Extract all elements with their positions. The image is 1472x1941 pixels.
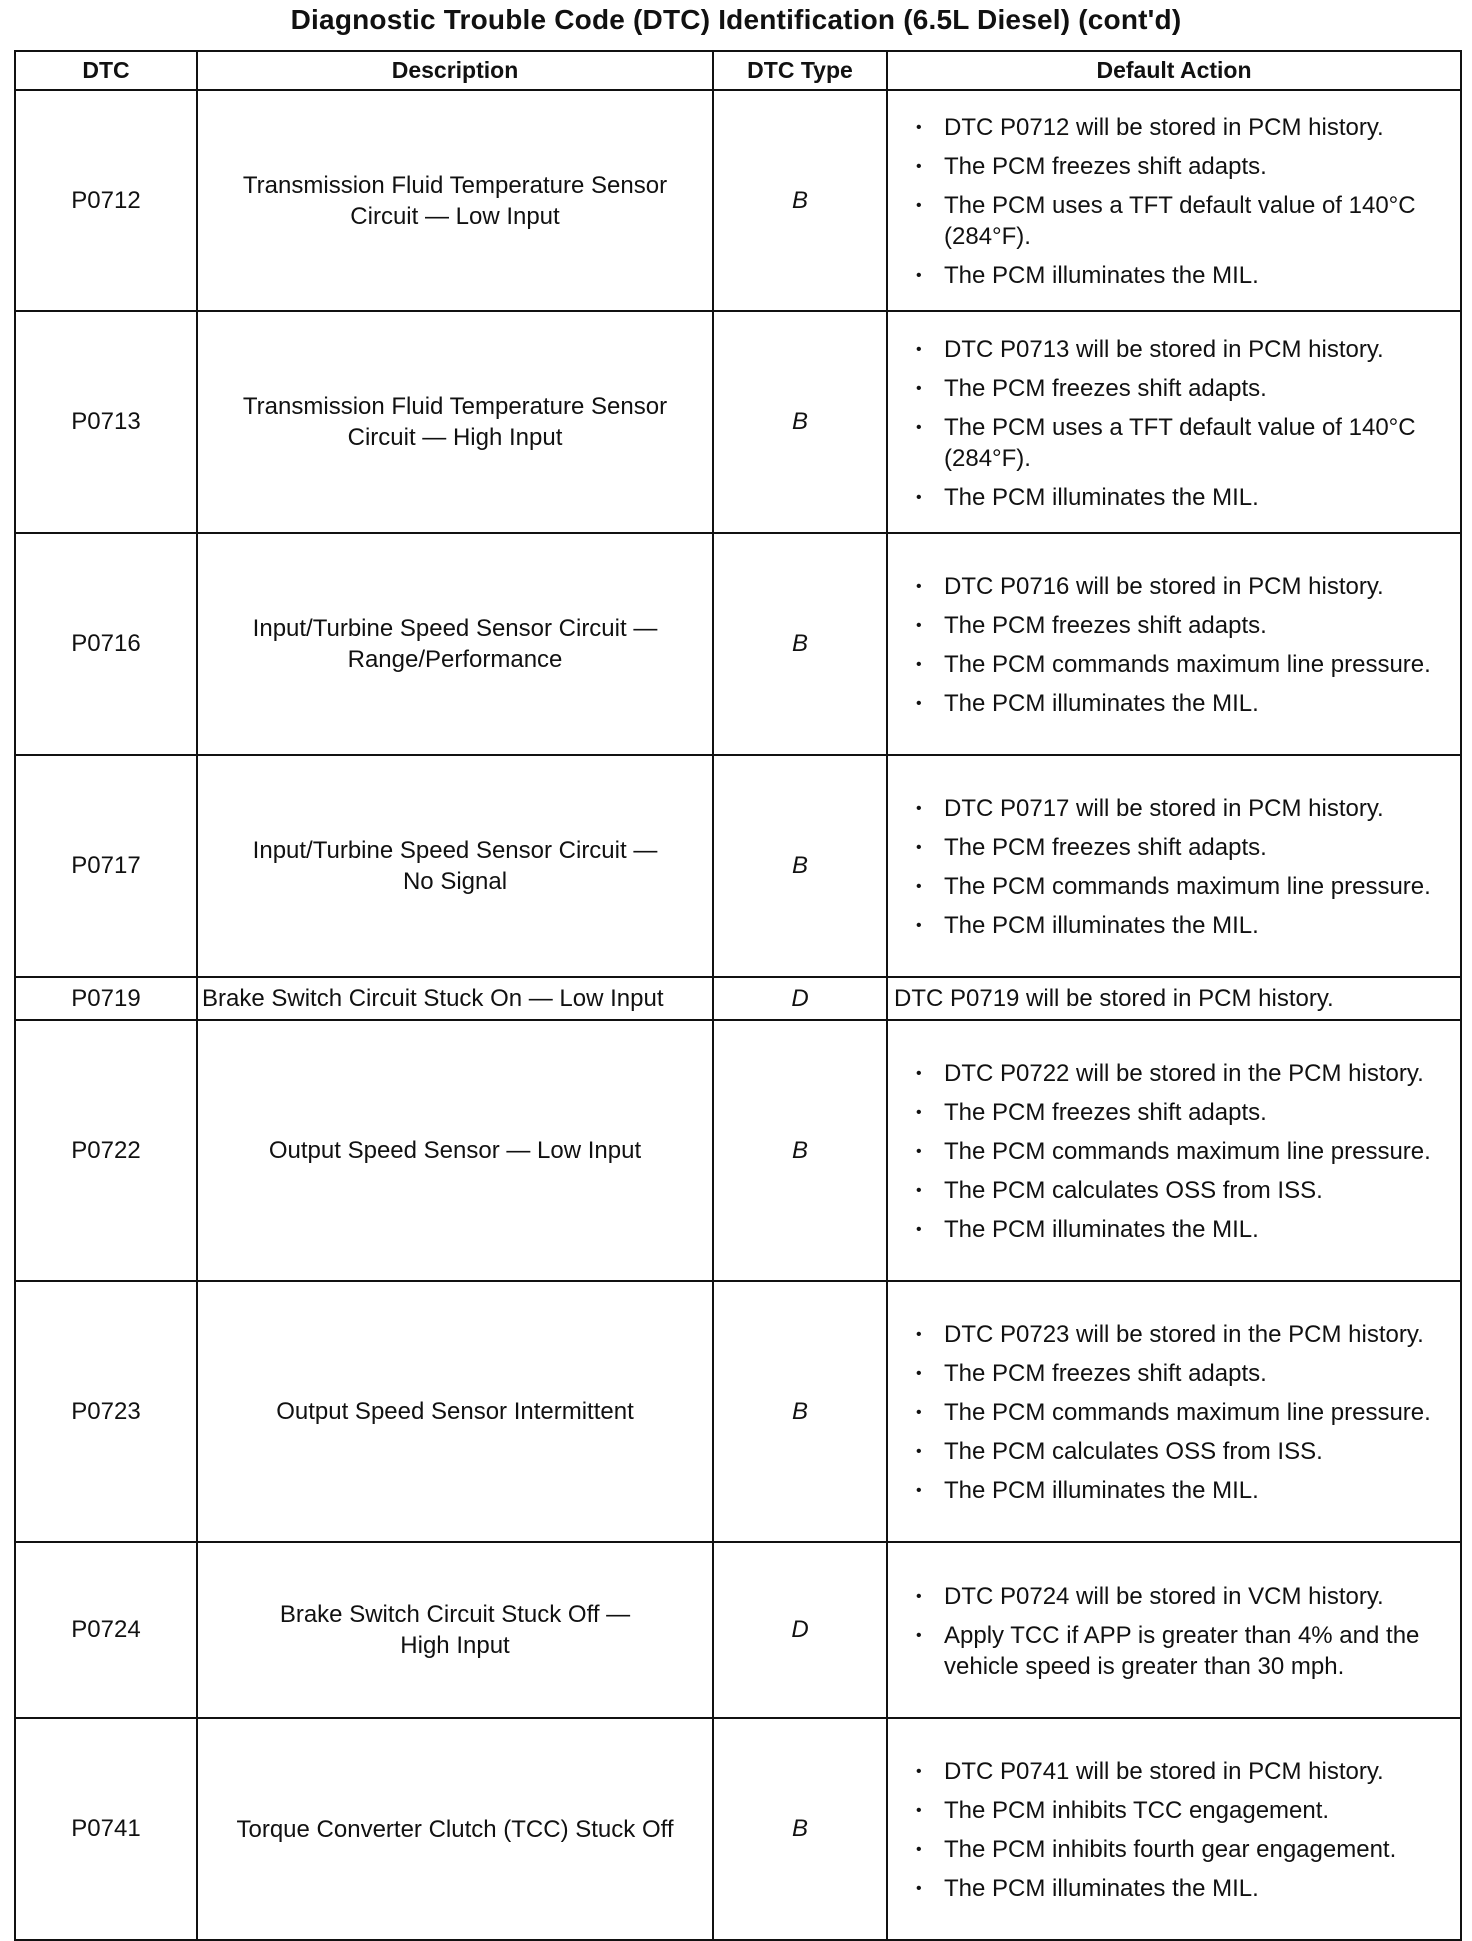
action-list (888, 571, 1460, 719)
column-header-default-action: Default Action (887, 51, 1461, 90)
default-action (887, 1281, 1461, 1542)
column-header-description: Description (197, 51, 713, 90)
action-item: • The PCM illuminates the MIL. (888, 688, 1460, 719)
dtc-code: P0722 (15, 1020, 197, 1281)
dtc-code: P0712 (15, 90, 197, 311)
action-item: • The PCM illuminates the MIL. (888, 910, 1460, 941)
description-line: Brake Switch Circuit Stuck On — Low Input (202, 985, 664, 1012)
dtc-type: B (713, 755, 887, 977)
description-line: High Input (400, 1632, 510, 1659)
description-line: Transmission Fluid Temperature Sensor (242, 393, 668, 420)
description-line: Output Speed Sensor Intermittent (276, 1398, 634, 1425)
action-list (888, 793, 1460, 941)
action-item: • The PCM freezes shift adapts. (888, 151, 1460, 182)
action-item: • The PCM calculates OSS from ISS. (888, 1175, 1460, 1206)
default-action: DTC P0719 will be stored in PCM history. (887, 977, 1461, 1020)
dtc-code: P0719 (15, 977, 197, 1020)
action-item: • The PCM illuminates the MIL. (888, 260, 1460, 291)
action-list (888, 334, 1460, 513)
description-line: No Signal (402, 868, 508, 895)
description-line: Torque Converter Clutch (TCC) Stuck Off (236, 1815, 674, 1843)
action-item: • The PCM illuminates the MIL. (888, 1873, 1460, 1904)
table-row (15, 1718, 1461, 1940)
dtc-table (14, 50, 1462, 1941)
default-action (887, 533, 1461, 755)
dtc-type: D (713, 1542, 887, 1718)
dtc-type: B (713, 533, 887, 755)
default-action (887, 1542, 1461, 1718)
dtc-description (197, 311, 713, 533)
dtc-code: P0723 (15, 1281, 197, 1542)
action-item: • The PCM illuminates the MIL. (888, 482, 1460, 513)
dtc-type: D (713, 977, 887, 1020)
default-action (887, 311, 1461, 533)
dtc-description (197, 1281, 713, 1542)
action-item: • DTC P0723 will be stored in the PCM history. (888, 1319, 1460, 1350)
dtc-description (197, 90, 713, 311)
table-row (15, 1020, 1461, 1281)
table-row (15, 977, 1461, 1020)
action-item: • The PCM inhibits TCC engagement. (888, 1795, 1460, 1826)
action-item: • The PCM calculates OSS from ISS. (888, 1436, 1460, 1467)
dtc-code: P0716 (15, 533, 197, 755)
description-line: Input/Turbine Speed Sensor Circuit — (252, 837, 658, 864)
dtc-type: B (713, 90, 887, 311)
action-item: • The PCM uses a TFT default value of 140°C (284°F). (888, 412, 1460, 474)
action-item: • The PCM freezes shift adapts. (888, 1097, 1460, 1128)
description-line: Output Speed Sensor — Low Input (268, 1137, 642, 1164)
dtc-description (197, 1542, 713, 1718)
description-line: Circuit — Low Input (350, 202, 560, 230)
description-line: Circuit — High Input (347, 424, 563, 451)
dtc-description (197, 533, 713, 755)
table-row (15, 533, 1461, 755)
action-item: • DTC P0712 will be stored in PCM history. (888, 112, 1460, 143)
action-item: • DTC P0717 will be stored in PCM history. (888, 793, 1460, 824)
default-action (887, 90, 1461, 311)
dtc-description (197, 977, 713, 1020)
default-action (887, 1718, 1461, 1940)
table-row (15, 311, 1461, 533)
dtc-code: P0713 (15, 311, 197, 533)
action-list (888, 112, 1460, 291)
action-item: • Apply TCC if APP is greater than 4% and the vehicle speed is greater than 30 mph. (888, 1620, 1460, 1682)
action-list (888, 1581, 1460, 1682)
action-item: • DTC P0713 will be stored in PCM history. (888, 334, 1460, 365)
dtc-code: P0717 (15, 755, 197, 977)
default-action (887, 755, 1461, 977)
dtc-description (197, 1020, 713, 1281)
table-row (15, 1542, 1461, 1718)
action-item: • The PCM commands maximum line pressure. (888, 1136, 1460, 1167)
action-item: • The PCM freezes shift adapts. (888, 1358, 1460, 1389)
action-item: • The PCM freezes shift adapts. (888, 610, 1460, 641)
action-item: • The PCM uses a TFT default value of 140°C (284°F). (888, 190, 1460, 252)
action-item: • The PCM commands maximum line pressure. (888, 1397, 1460, 1428)
action-item: • DTC P0722 will be stored in the PCM history. (888, 1058, 1460, 1089)
dtc-type: B (713, 1281, 887, 1542)
dtc-type: B (713, 1718, 887, 1940)
table-row (15, 1281, 1461, 1542)
action-item: • DTC P0716 will be stored in PCM history. (888, 571, 1460, 602)
action-item: • The PCM illuminates the MIL. (888, 1475, 1460, 1506)
action-list (888, 1319, 1460, 1506)
description-line: Brake Switch Circuit Stuck Off — (279, 1601, 631, 1628)
action-item: • DTC P0724 will be stored in VCM history. (888, 1581, 1460, 1612)
column-header-dtc-type: DTC Type (713, 51, 887, 90)
dtc-type: B (713, 1020, 887, 1281)
dtc-description (197, 1718, 713, 1940)
page-title: Diagnostic Trouble Code (DTC) Identification (6.5L Diesel) (cont'd) (290, 4, 1182, 35)
column-header-dtc: DTC (15, 51, 197, 90)
description-line: Input/Turbine Speed Sensor Circuit — (252, 615, 658, 642)
description-line: Range/Performance (347, 646, 563, 673)
action-item: • The PCM inhibits fourth gear engagement. (888, 1834, 1460, 1865)
action-item: • DTC P0741 will be stored in PCM history. (888, 1756, 1460, 1787)
action-item: • The PCM illuminates the MIL. (888, 1214, 1460, 1245)
action-item: • The PCM commands maximum line pressure. (888, 649, 1460, 680)
default-action (887, 1020, 1461, 1281)
action-list (888, 1058, 1460, 1245)
dtc-type: B (713, 311, 887, 533)
table-row (15, 90, 1461, 311)
dtc-code: P0724 (15, 1542, 197, 1718)
dtc-description (197, 755, 713, 977)
dtc-code: P0741 (15, 1718, 197, 1940)
action-item: • The PCM freezes shift adapts. (888, 373, 1460, 404)
description-line: Transmission Fluid Temperature Sensor (242, 171, 668, 199)
action-list (888, 1756, 1460, 1904)
table-header-row (15, 51, 1461, 90)
action-item: • The PCM commands maximum line pressure. (888, 871, 1460, 902)
table-row (15, 755, 1461, 977)
action-item: • The PCM freezes shift adapts. (888, 832, 1460, 863)
